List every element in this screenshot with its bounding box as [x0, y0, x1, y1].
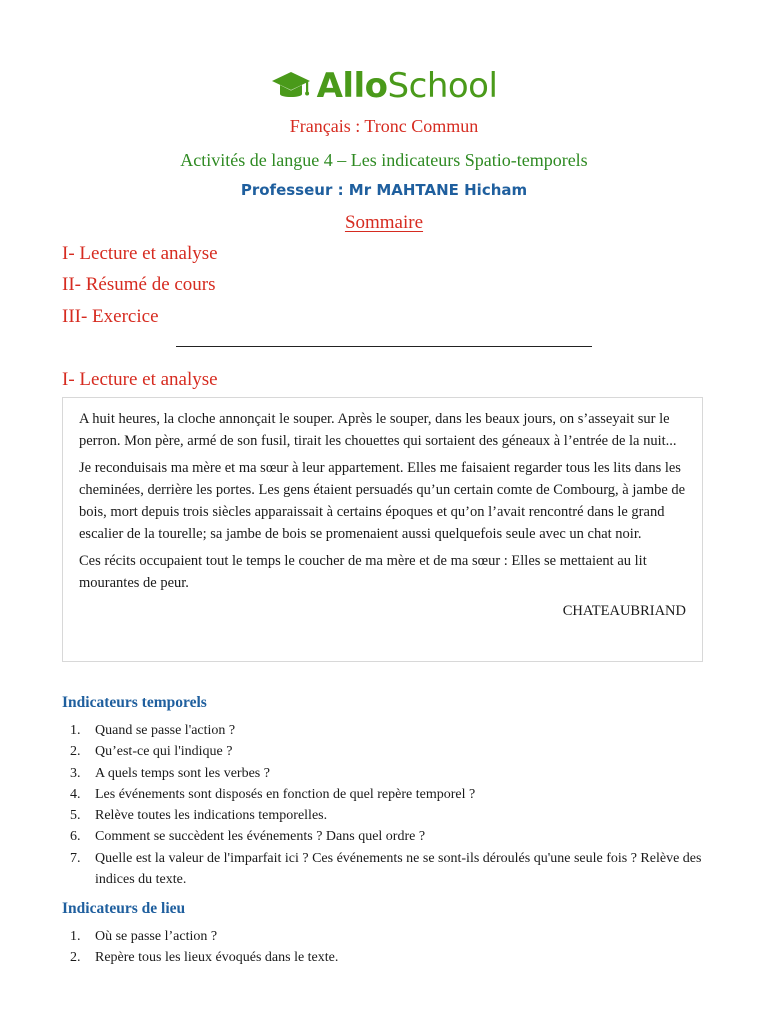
list-item — [62, 926, 712, 947]
section-title-lecture: I- Lecture et analyse — [62, 369, 218, 390]
list-item — [62, 805, 712, 826]
item-number: 1. — [70, 929, 81, 944]
logo-brand-bold: Allo — [316, 66, 388, 106]
item-text: Où se passe l’action ? — [95, 929, 218, 944]
logo-brand-light: School — [387, 66, 498, 106]
list-item — [62, 826, 712, 847]
summary-title: Sommaire — [344, 212, 424, 233]
toc-item-lecture[interactable]: I- Lecture et analyse — [62, 243, 218, 264]
teacher-name: Professeur : Mr MAHTANE Hicham — [240, 181, 528, 199]
item-number: 2. — [70, 744, 81, 760]
heading-indicateurs-temporels: Indicateurs temporels — [62, 694, 207, 711]
list-item — [62, 947, 712, 968]
item-number: 7. — [70, 850, 81, 866]
item-text: Les événements sont disposés en fonction de quel repère temporel ? — [95, 786, 476, 802]
item-number: 3. — [70, 765, 81, 781]
item-number: 6. — [70, 829, 81, 845]
questions-temporels-list — [62, 720, 712, 890]
list-item — [62, 848, 712, 891]
list-item — [62, 784, 712, 805]
item-number: 4. — [70, 786, 81, 802]
item-number: 5. — [70, 808, 81, 824]
text-author: CHATEAUBRIAND — [562, 603, 686, 620]
alloschool-logo[interactable] — [0, 66, 768, 106]
item-text: A quels temps sont les verbes ? — [95, 765, 270, 781]
item-number: 1. — [70, 723, 81, 738]
item-text: Repère tous les lieux évoqués dans le texte. — [95, 950, 339, 966]
heading-indicateurs-lieu: Indicateurs de lieu — [62, 900, 186, 917]
activity-title: Activités de langue 4 – Les indicateurs Spatio-temporels — [180, 150, 588, 170]
graduation-cap-icon — [271, 69, 311, 103]
questions-lieu-list — [62, 926, 712, 969]
item-text: Relève toutes les indications temporelles. — [95, 808, 328, 824]
reading-text-box — [62, 397, 703, 662]
list-item — [62, 763, 712, 784]
toc-item-exercice[interactable]: III- Exercice — [62, 306, 159, 327]
section-divider — [176, 346, 592, 347]
item-text: Qu’est-ce qui l'indique ? — [95, 744, 233, 760]
item-text: Quand se passe l'action ? — [95, 723, 236, 738]
toc-item-resume[interactable]: II- Résumé de cours — [62, 274, 216, 295]
item-text: Quelle est la valeur de l'imparfait ici ? Ces événements ne se sont-ils déroulés qu'une seule fois ? Relève des indices du texte. — [95, 850, 702, 888]
text-paragraph: Ces récits occupaient tout le temps le coucher de ma mère et de ma sœur : Elles se mettaient au lit mourantes de peur. — [79, 552, 647, 592]
list-item — [62, 720, 712, 741]
list-item — [62, 741, 712, 762]
text-paragraph: Je reconduisais ma mère et ma sœur à leur appartement. Elles me faisaient regarder tous les lits dans les cheminées, derrière les portes. Les gens étaient persuadés qu’un certain comte de Combourg, à jambe de bois, mort depuis trois siècles apparaissait à certains époques et qu’on l’avait rencontré dans le grand escalier de la tourelle; sa jambe de bois se promenaient aussi quelquefois seule avec un chat noir. — [79, 459, 686, 543]
item-number: 2. — [70, 950, 81, 966]
item-text: Comment se succèdent les événements ? Dans quel ordre ? — [95, 829, 426, 845]
logo-wordmark — [317, 66, 498, 106]
subject-title: Français : Tronc Commun — [289, 116, 479, 136]
text-paragraph: A huit heures, la cloche annonçait le souper. Après le souper, dans les beaux jours, on s’asseyait sur le perron. Mon père, armé de son fusil, tirait les chouettes qui sortaient des géneaux à l’entrée de la nuit... — [79, 411, 677, 450]
